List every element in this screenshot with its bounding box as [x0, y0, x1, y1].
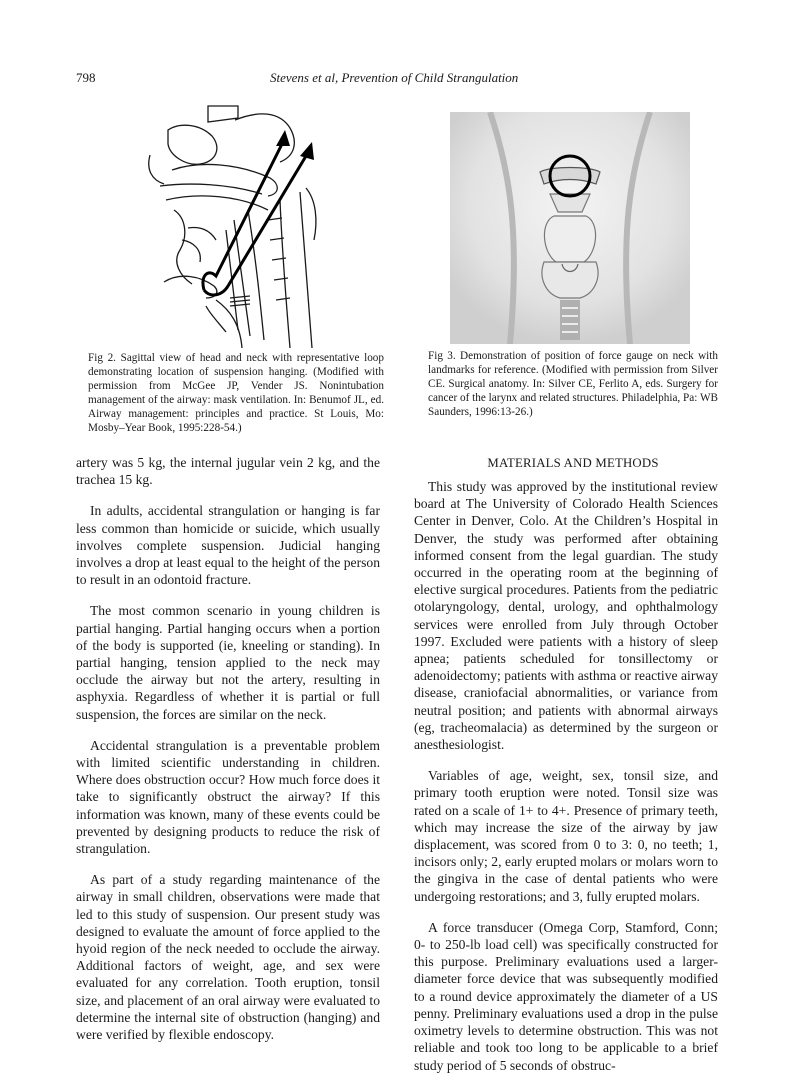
figure-2-caption: Fig 2. Sagittal view of head and neck with representative loop demonstrating location of suspension hanging. (Modified with permission from McGee JP, Vender JS. Nonintubation management of the airway: mask ventilation. In: Benumof JL, ed. Airway management: principles and practice. St Louis, Mo: Mosby–Year Book, 1995:228-54.) [88, 352, 384, 434]
paragraph: The most common scenario in young children is partial hanging. Partial hanging occurs when a portion of the body is supported (ie, kneeling or standing). In partial hanging, tension applied to the neck may occlude the airway but not the artery, resulting in asphyxia. Regardless of whether it is partial or full suspension, the forces are similar on the neck. [76, 603, 380, 722]
paragraph: A force transducer (Omega Corp, Stamford, Conn; 0- to 250-lb load cell) was specifically constructed for this purpose. Preliminary evaluations used a larger-diameter force device that was subsequently modified to a round device approximately the diameter of a US penny. Preliminary evaluations used a drop in the pulse oximetry levels to determine obstruction. This was not reliable and took too long to be applicable to a brief study period of 5 seconds of obstruc- [414, 919, 718, 1073]
paragraph: As part of a study regarding maintenance of the airway in small children, observations were made that led to this study of suspension. Our present study was designed to evaluate the amount of force applied to the hyoid region of the neck needed to occlude the airway. Additional factors of weight, age, and sex were evaluated for any correlation. Tooth eruption, tonsil size, and placement of an oral airway were evaluated to determine the internal site of obstruction (hanging) and were verified by flexible endoscopy. [76, 872, 380, 1043]
paragraph: In adults, accidental strangulation or hanging is far less common than homicide or suicide, which usually involves complete suspension. Judicial hanging involves a drop at least equal to the height of the person to result in an odontoid fracture. [76, 503, 380, 588]
left-column [76, 454, 380, 1057]
figure-3-neck-photo [450, 112, 690, 344]
paragraph: artery was 5 kg, the internal jugular vein 2 kg, and the trachea 15 kg. [76, 455, 380, 488]
figure-3-caption: Fig 3. Demonstration of position of force gauge on neck with landmarks for reference. (Modified with permission from Silver CE. Surgical anatomy. In: Silver CE, Ferlito A, eds. Surgery for cancer of the larynx and related structures. Philadelphia, Pa: WB Saunders, 1996:13-26.) [428, 350, 718, 418]
page-number: 798 [76, 70, 96, 85]
paragraph: Variables of age, weight, sex, tonsil size, and primary tooth eruption were noted. Tonsil size was rated on a scale of 1+ to 4+. Presence of primary teeth, which may increase the size of the airway by jaw displacement, was scored from 0 to 3: 0, no teeth; 1, incisors only; 2, early erupted molars or molars worn to the gingiva in the case of dental patients who were undergoing restorations; and 3, fully erupted molars. [414, 768, 718, 904]
figure-2-sagittal-drawing [130, 100, 350, 348]
right-column [414, 478, 718, 1088]
running-head: Stevens et al, Prevention of Child Strangulation [270, 70, 519, 85]
paragraph: This study was approved by the institutional review board at The University of Colorado Health Sciences Center in Denver, Colo. At the Children’s Hospital in Denver, the study was performed after obtaining informed consent from the legal guardian. The study occurred in the operating room at the beginning of elective surgical procedures. Patients from the pediatric otolaryngology, dental, urology, and ophthalmology services were enrolled from July through October 1997. Excluded were patients with a history of sleep apnea; patients scheduled for tonsillectomy or adenoidectomy; patients with asthma or reactive airway disease, craniofacial abnormalities, or variance from neutral position; and patients with abnormal airways (eg, tracheomalacia) as determined by the surgeon or anesthesiologist. [414, 479, 718, 753]
paragraph: Accidental strangulation is a preventable problem with limited scientific understanding in children. Where does obstruction occur? How much force does it take to significantly obstruct the airway? If this information was known, many of these events could be prevented by designing products to reduce the risk of strangulation. [76, 737, 380, 857]
section-heading-materials-methods: MATERIALS AND METHODS [487, 456, 659, 470]
